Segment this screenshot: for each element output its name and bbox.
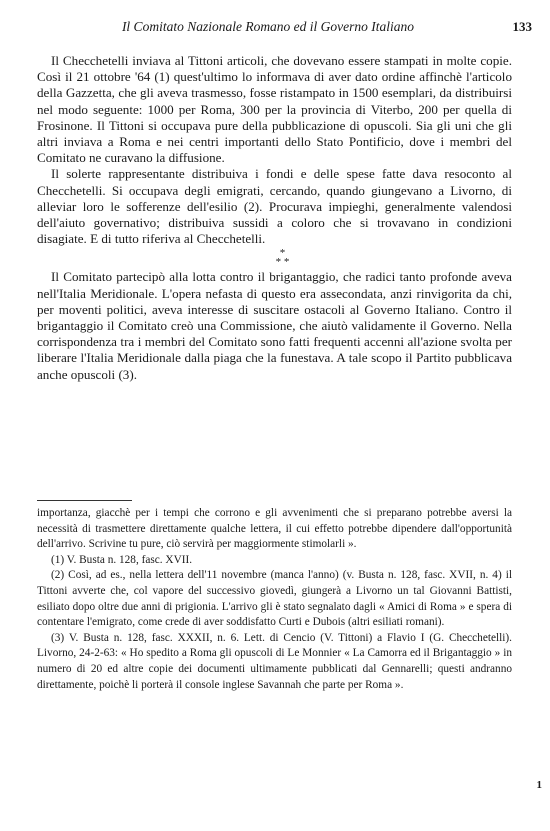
footnotes	[37, 506, 512, 693]
footnote-1: (1) V. Busta n. 128, fasc. XVII.	[51, 553, 193, 566]
paragraph-1: Il Checchetelli inviava al Tittoni articoli, che dovevano essere stampati in molte copie. Così il 21 ottobre '64 (1) quest'ultimo lo informava di aver dato ordine affinchè l'articolo della Gazzetta, che gli aveva trasmesso, fosse ristampato in 1500 esemplari, da distribuirsi nel modo seguente: 1000 per Roma, 300 per la provincia di Viterbo, 200 per quella di Frosinone. Il Tittoni si occupava pure della pubblicazione di opuscoli. Sia gli uni che gli altri inviava a Roma e nei centri importanti dello Stato Pontificio, dove i membri del Comitato ne curavano la diffusione.	[37, 53, 512, 166]
section-asterism	[53, 249, 512, 267]
footnote-separator	[37, 500, 132, 501]
main-text	[37, 53, 512, 383]
asterism-bottom: * *	[275, 256, 290, 269]
margin-mark: 1	[536, 779, 542, 791]
running-header	[60, 19, 532, 39]
page-number: 133	[512, 19, 532, 34]
asterism-top: *	[279, 247, 286, 260]
running-title: Il Comitato Nazionale Romano ed il Governo Italiano	[121, 19, 415, 34]
paragraph-3: Il Comitato partecipò alla lotta contro il brigantaggio, che radici tanto profonde aveva nell'Italia Meridionale. L'opera nefasta di questo era assecondata, anzi rinvigorita da chi, per moventi politici, aveva interesse di suscitare ostacoli al Governo Italiano. Contro il brigantaggio il Comitato creò una Commissione, che aiutò validamente il Governo. Nella corrispondenza tra i membri del Comitato sono fatti frequenti accenni all'azione svolta per liberare l'Italia Meridionale dalla piaga che la funestava. A tale scopo il Partito pubblicava anche opuscoli (3).	[37, 269, 512, 382]
footnote-3: (3) V. Busta n. 128, fasc. XXXII, n. 6. Lett. di Cencio (V. Tittoni) a Flavio I (G. Checchetelli). Livorno, 24-2-63: « Ho spedito a Roma gli opuscoli di Le Monnier « La Camorra ed il Brigantaggio » in numero di 20 ed altre copie dei documenti ultimamente pubblicati dal Gennarelli; questi andranno direttamente, poichè li porterà il console inglese Savannah che parte per Roma ».	[37, 631, 512, 691]
footnote-continuation: importanza, giacchè per i tempi che corrono e gli avvenimenti che si preparano potrebbe aversi la necessità di trasmettere direttamente qualche lettera, il cui effetto potrebbe dipendere dall'opportunità dell'arrivo. Scrivine tu pure, ciò servirà per maggiormente stimolarli ».	[37, 507, 512, 551]
paragraph-2: Il solerte rappresentante distribuiva i fondi e delle spese fatte dava resoconto al Checchetelli. Si occupava degli emigrati, cercando, quando giungevano a Livorno, di alleviar loro le sofferenze dell'esilio (2). Procurava impieghi, generalmente valendosi dell'aiuto governativo; distribuiva sussidi a coloro che si trovavano in condizioni disagiate. E di tutto riferiva al Checchetelli.	[37, 166, 512, 247]
footnote-2: (2) Così, ad es., nella lettera dell'11 novembre (manca l'anno) (v. Busta n. 128, fasc. XVII, n. 4) il Tittoni avverte che, col vapore del successivo giovedì, giungerà a Livorno un tal Giovanni Battisti, esiliato dopo oltre due anni di prigionia. L'arrivo gli è stato segnalato dagli « Amici di Roma » e spera di contentare l'emigrato, come crede di aver soddisfatto Curti e Dubois (altri esiliati romani).	[37, 569, 512, 629]
